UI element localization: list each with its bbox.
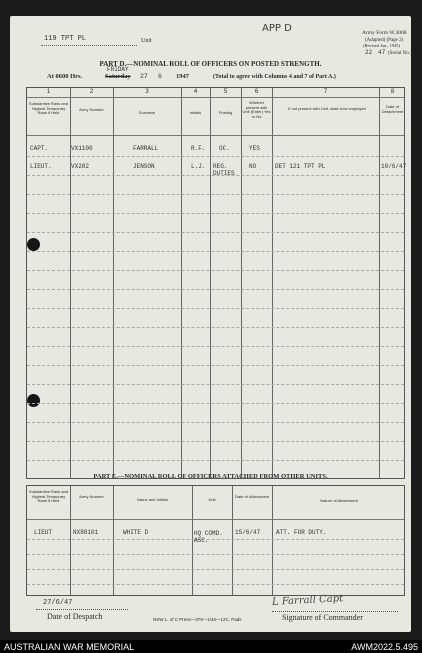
- col-header-employed: If not present with Unit, state how employed: [288, 106, 366, 111]
- e-col-header-army-number: Army Number: [79, 494, 104, 499]
- cell-surname: FARRALL: [133, 145, 159, 152]
- footer-accession: AWM2022.5.495: [351, 642, 418, 652]
- unit-underline: [41, 45, 137, 46]
- signature-underline: [272, 611, 398, 612]
- col-num-8: 8: [390, 89, 395, 95]
- col-header-rank: Substantive Rank and Highest Temporary Rank if Held: [28, 101, 69, 116]
- despatch-underline: [36, 609, 128, 610]
- col-header-posting: Posting: [218, 110, 233, 115]
- at-hours: At 0600 Hrs.: [47, 73, 83, 80]
- col-num-5: 5: [223, 89, 228, 95]
- cell-initials: R.F.: [191, 145, 206, 152]
- cell-posting: OC.: [219, 145, 230, 152]
- col-header-detachment: Date of Detachment: [381, 104, 404, 114]
- col-num-4: 4: [193, 89, 198, 95]
- cell-rank: LIEUT.: [30, 163, 52, 170]
- serial-value: 22: [365, 49, 373, 56]
- cell-number: VX202: [71, 163, 90, 170]
- museum-footer: [0, 640, 422, 653]
- date-typed: 27: [140, 73, 148, 80]
- footer-institution: AUSTRALIAN WAR MEMORIAL: [4, 642, 135, 652]
- total-note: (Total to agree with Columns 4 and 7 of Part A.): [213, 74, 336, 80]
- day-typed: FRIDAY: [107, 66, 129, 73]
- serial-label: (Serial No.): [388, 51, 412, 56]
- form-adapted: (Adapted) (Page 2): [365, 38, 404, 43]
- e-col-header-nature: Nature of Attachment: [320, 498, 358, 503]
- serial-value-2: 47: [378, 49, 386, 56]
- cell-date: 10/6/47: [381, 163, 407, 170]
- commander-signature: L Farrall Capt: [271, 593, 344, 608]
- signature-label: Signature of Commander: [282, 613, 363, 622]
- app-mark: APP D: [262, 23, 292, 34]
- e-col-header-rank: Substantive Rank and Highest Temporary Rank if Held: [28, 489, 69, 504]
- col-num-2: 2: [89, 89, 94, 95]
- unit-label: Unit: [141, 38, 152, 44]
- cell-rank: LIEUT: [34, 529, 53, 536]
- form-number: Army Form W.3068: [362, 30, 407, 36]
- cell-employed: DET 121 TPT PL: [275, 163, 326, 170]
- col-header-surname: Surname: [138, 110, 156, 115]
- col-header-present: Whether present with Unit (Enter) Yes or No: [242, 100, 271, 119]
- cell-rank: CAPT.: [30, 145, 49, 152]
- e-col-header-unit: Unit: [208, 497, 216, 502]
- cell-posting: REG. DUTIES: [213, 163, 235, 177]
- part-e-table: [26, 485, 405, 596]
- cell-initials: L.J.: [191, 163, 206, 170]
- cell-present: NO: [249, 163, 257, 170]
- month-typed: 6: [158, 73, 162, 80]
- printer-imprint: NSW L. of C Press—379—1/46—12C. Pads: [153, 617, 242, 622]
- col-num-6: 6: [254, 89, 259, 95]
- e-col-header-name: Name and Initials: [137, 497, 168, 502]
- cell-number: NX88101: [73, 529, 99, 536]
- col-header-army-number: Army Number: [79, 107, 104, 112]
- despatch-value: 27/6/47: [43, 599, 73, 607]
- year: 1947: [176, 73, 189, 80]
- part-d-title: PART D.—NOMINAL ROLL OF OFFICERS ON POSTED STRENGTH.: [99, 60, 322, 68]
- col-header-initials: Initials: [189, 110, 202, 115]
- form-revised: (Revised Jan., 1945): [363, 43, 400, 48]
- document-sheet: [10, 16, 411, 632]
- e-col-header-date: Date of Attachment: [234, 494, 270, 499]
- cell-present: YES: [249, 145, 260, 152]
- col-num-1: 1: [46, 89, 51, 95]
- cell-date: 15/6/47: [235, 529, 261, 536]
- part-e-title: PART E.—NOMINAL ROLL OF OFFICERS ATTACHED FROM OTHER UNITS.: [93, 473, 328, 480]
- cell-number: VX1100: [71, 145, 93, 152]
- part-d-table: [26, 87, 405, 479]
- cell-surname: JENSON: [133, 163, 155, 170]
- despatch-label: Date of Despatch: [47, 612, 103, 621]
- unit-value: 119 TPT PL: [44, 35, 87, 43]
- cell-nature: ATT. FOR DUTY.: [276, 529, 327, 536]
- day-printed: Saturday: [105, 73, 131, 80]
- cell-unit: HQ COMD. ASC.: [194, 530, 223, 545]
- col-num-3: 3: [145, 89, 149, 95]
- col-num-7: 7: [323, 89, 328, 95]
- cell-name: WHITE D: [123, 529, 149, 536]
